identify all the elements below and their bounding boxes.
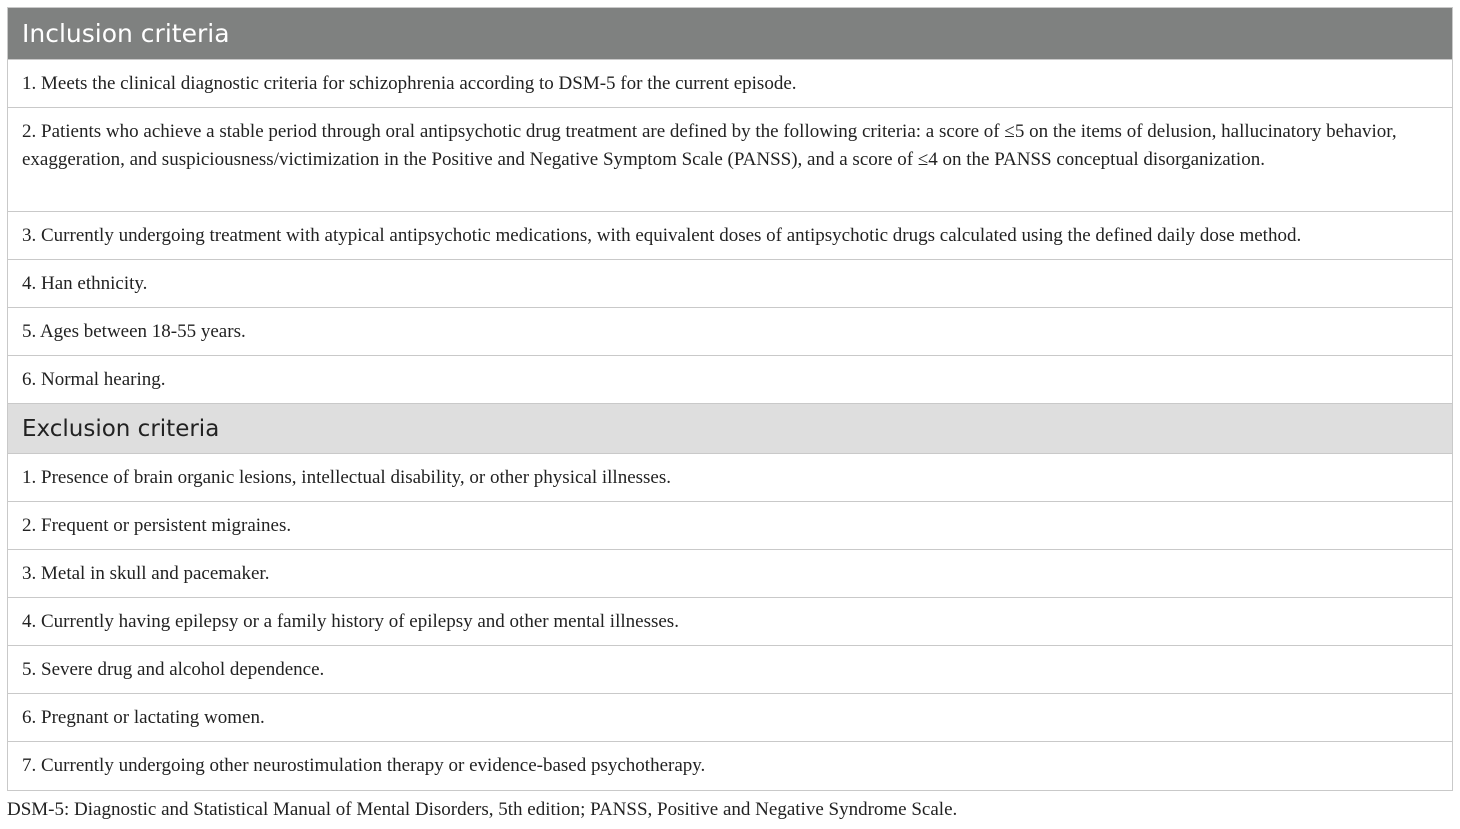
exclusion-criterion-7: 7. Currently undergoing other neurostimulation therapy or evidence-based psychotherapy.: [22, 755, 706, 776]
inclusion-criterion-3: 3. Currently undergoing treatment with atypical antipsychotic medications, with equivalent doses of antipsychotic drugs calculated using the defined daily dose method.: [8, 212, 1452, 260]
exclusion-criterion-1: 1. Presence of brain organic lesions, intellectual disability, or other physical illnesses.: [8, 454, 1452, 502]
exclusion-criterion-5: 5. Severe drug and alcohol dependence.: [8, 646, 1452, 694]
inclusion-criterion-1: 1. Meets the clinical diagnostic criteria for schizophrenia according to DSM-5 for the current episode.: [8, 60, 1452, 108]
inclusion-criterion-2: 2. Patients who achieve a stable period through oral antipsychotic drug treatment are defined by the following criteria: a score of ≤5 on the items of delusion, hallucinatory behavior, exaggeration, and suspiciousness/victimization in the Positive and Negative Symptom Scale (PANSS), and a score of ≤4 on the PANSS conceptual disorganization.: [8, 108, 1452, 212]
inclusion-criteria-header: Inclusion criteria: [8, 8, 1452, 60]
exclusion-criterion-4: 4. Currently having epilepsy or a family history of epilepsy and other mental illnesses.: [8, 598, 1452, 646]
exclusion-criterion-3: 3. Metal in skull and pacemaker.: [8, 550, 1452, 598]
exclusion-criteria-header: Exclusion criteria: [8, 404, 1452, 454]
inclusion-criterion-6: 6. Normal hearing.: [8, 356, 1452, 404]
exclusion-criterion-6: 6. Pregnant or lactating women.: [8, 694, 1452, 742]
inclusion-criterion-4: 4. Han ethnicity.: [8, 260, 1452, 308]
criteria-table: [7, 7, 1453, 791]
inclusion-criterion-5: 5. Ages between 18-55 years.: [8, 308, 1452, 356]
table-footnote: DSM-5: Diagnostic and Statistical Manual of Mental Disorders, 5th edition; PANSS, Positive and Negative Syndrome Scale.: [7, 799, 958, 820]
exclusion-criterion-2: 2. Frequent or persistent migraines.: [8, 502, 1452, 550]
